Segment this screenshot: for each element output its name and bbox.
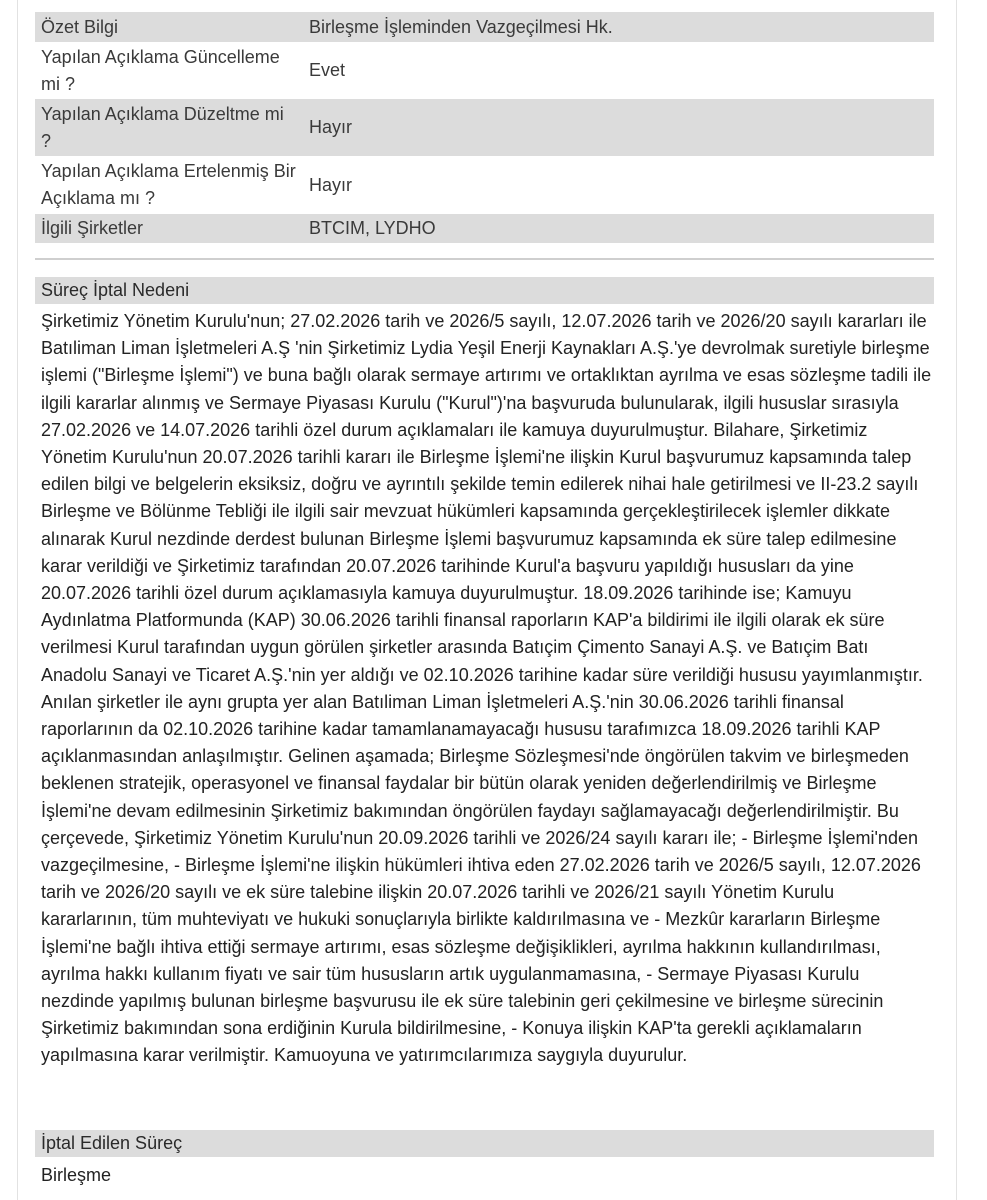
table-row [35, 99, 934, 156]
table-row [35, 156, 934, 214]
row-value: Evet [309, 60, 346, 80]
cancellation-reason-heading: Süreç İptal Nedeni [35, 277, 934, 304]
row-label: Yapılan Açıklama Güncelleme mi ? [41, 46, 280, 94]
cancelled-process-value: Birleşme [41, 1165, 112, 1185]
row-label: Yapılan Açıklama Ertelenmiş Bir Açıklama mı ? [41, 161, 296, 208]
row-label: İlgili Şirketler [35, 214, 303, 243]
cancellation-reason-text: Şirketimiz Yönetim Kurulu'nun; 27.02.2026 tarih ve 2026/5 sayılı, 12.07.2026 tarih ve 2026/20 sayılı kararları ile Batıliman Liman İşletmeleri A.Ş 'nin Şirketimiz Lydia Yeşil Enerji Kaynakları A.Ş.'ye devrolmak suretiyle birleşme işlemi ("Birleşme İşlemi") ve buna bağlı olarak sermaye artırımı ve ortaklıktan ayrılma ve esas sözleşme tadili ile ilgili kararlar alınmış ve Sermaye Piyasası Kurulu ("Kurul")'na başvuruda bulunularak, ilgili hususlar sırasıyla 27.02.2026 ve 14.07.2026 tarihli özel durum açıklamaları ile kamuya duyurulmuştur. Bilahare, Şirketimiz Yönetim Kurulu'nun 20.07.2026 tarihli kararı ile Birleşme İşlemi'ne ilişkin Kurul başvurumuz kapsamında talep edilen bilgi ve belgelerin eksiksiz, doğru ve ayrıntılı şekilde temin edilerek nihai hale getirilmesi ve II-23.2 sayılı Birleşme ve Bölünme Tebliği ile ilgili sair mevzuat hükümleri kapsamında gerçekleştirilecek işlemler dikkate alınarak Kurul nezdinde derdest bulunan Birleşme İşlemi başvurumuz kapsamında ek süre talep edilmesine karar verildiği ve Şirketimiz tarafından 20.07.2026 tarihinde Kurul'a başvuru yapıldığı hususları da yine 20.07.2026 tarihli özel durum açıklamasıyla kamuya duyurulmuştur. 18.09.2026 tarihinde ise; Kamuyu Aydınlatma Platformunda (KAP) 30.06.2026 tarihli finansal raporların KAP'a bildirimi ile ilgili olarak ek süre verilmesi Kurul tarafından uygun görülen şirketler arasında Batıçim Çimento Sanayi A.Ş. ve Batıçim Batı Anadolu Sanayi ve Ticaret A.Ş.'nin yer aldığı ve 02.10.2026 tarihine kadar süre verildiği hususu yayımlanmıştır. Anılan şirketler ile aynı grupta yer alan Batıliman Liman İşletmeleri A.Ş.'nin 30.06.2026 tarihli finansal raporlarının da 02.10.2026 tarihine kadar tamamlanamayacağı hususu tarafımızca 18.09.2026 tarihli KAP açıklanmasından anlaşılmıştır. Gelinen aşamada; Birleşme Sözleşmesi'nde öngörülen takvim ve birleşmeden beklenen stratejik, operasyonel ve finansal faydalar bir bütün olarak yeniden değerlendirilmiş ve Birleşme İşlemi'ne devam edilmesinin Şirketimiz bakımından öngörülen faydayı sağlamayacağı değerlendirilmiştir. Bu çerçevede, Şirketimiz Yönetim Kurulu'nun 20.09.2026 tarihli ve 2026/24 sayılı kararı ile; - Birleşme İşlemi'nden vazgeçilmesine, - Birleşme İşlemi'ne ilişkin hükümleri ihtiva eden 27.02.2026 tarih ve 2026/5 sayılı, 12.07.2026 tarih ve 2026/20 sayılı ve ek süre talebine ilişkin 20.07.2026 tarihli ve 2026/21 sayılı Yönetim Kurulu kararlarının, tüm muhteviyatı ve hukuki sonuçlarıyla birlikte kaldırılmasına ve - Mezkûr kararların Birleşme İşlemi'ne bağlı ihtiva ettiği sermaye artırımı, esas sözleşme değişiklikleri, ayrılma hakkının kullandırılması, ayrılma hakkı kullanım fiyatı ve sair tüm hususların artık uygulanmamasına, - Sermaye Piyasası Kurulu nezdinde yapılmış bulunan birleşme başvurusu ile ek süre talebinin geri çekilmesine ve birleşme sürecinin Şirketimiz bakımından sona erdiğinin Kurula bildirilmesine, - Konuya ilişkin KAP'ta gerekli açıklamaların yapılmasına karar verilmiştir. Kamuoyuna ve yatırımcılarımıza saygıyla duyurulur. [41, 311, 932, 1066]
section-divider [35, 258, 934, 260]
table-row [35, 42, 934, 99]
row-value: BTCIM, LYDHO [303, 214, 934, 243]
table-row [35, 214, 934, 243]
cancelled-process-heading: İptal Edilen Süreç [35, 1130, 934, 1157]
table-row [35, 12, 934, 42]
row-label: Özet Bilgi [35, 12, 303, 42]
row-label: Yapılan Açıklama Düzeltme mi ? [35, 99, 303, 156]
row-value: Hayır [303, 99, 934, 156]
summary-table [35, 12, 934, 243]
row-value: Birleşme İşleminden Vazgeçilmesi Hk. [303, 12, 934, 42]
row-value: Hayır [309, 174, 353, 195]
